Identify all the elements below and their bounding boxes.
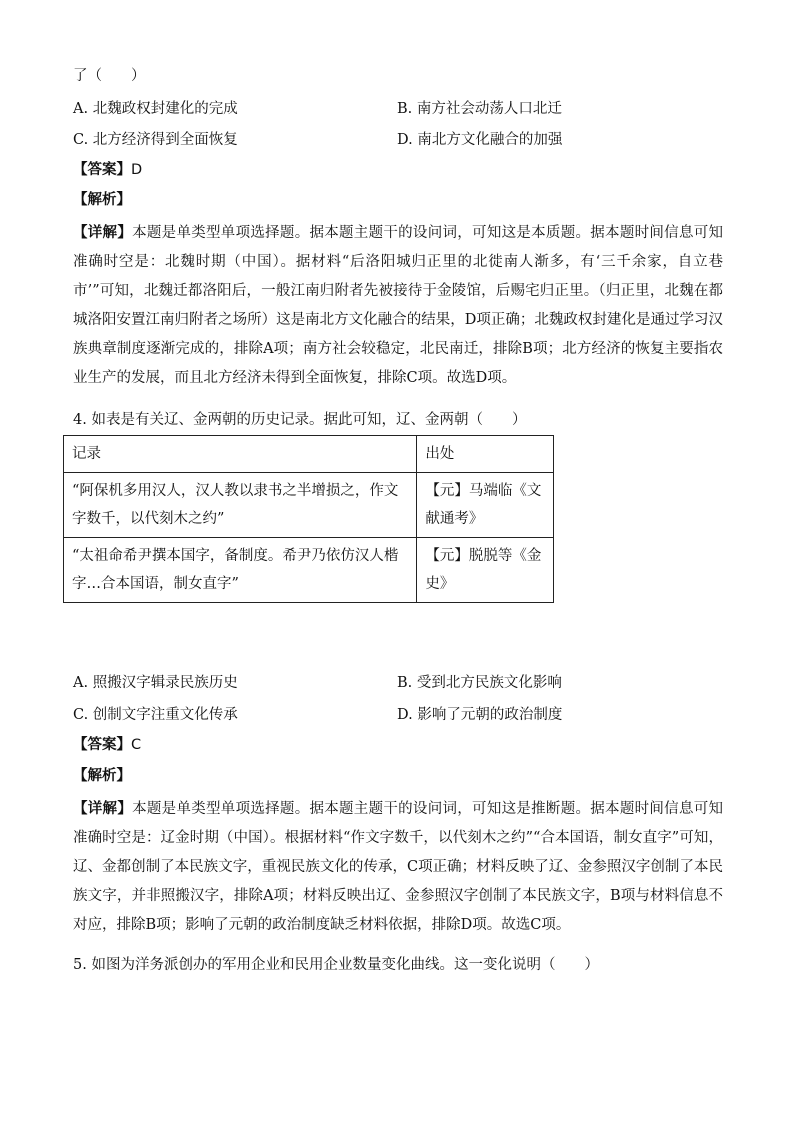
answer-value: C bbox=[131, 737, 142, 753]
q4-answer bbox=[73, 735, 141, 755]
q4-option-c: C. 创制文字注重文化传承 bbox=[73, 707, 238, 723]
table-cell: 【元】脱脱等《金史》 bbox=[417, 538, 554, 603]
q3-option-c: C. 北方经济得到全面恢复 bbox=[73, 132, 238, 148]
q3-option-a: A. 北魏政权封建化的完成 bbox=[73, 101, 238, 117]
q4-option-a: A. 照搬汉字辑录民族历史 bbox=[73, 675, 238, 691]
answer-tag: 【答案】 bbox=[73, 161, 131, 178]
records-table bbox=[63, 435, 554, 603]
table-header-cell: 出处 bbox=[417, 436, 554, 473]
q3-stem-tail: 了（ ） bbox=[73, 68, 146, 84]
table-header-cell: 记录 bbox=[64, 436, 417, 473]
analysis-tag: 【解析】 bbox=[73, 191, 131, 208]
table-cell: “太祖命希尹撰本国字，备制度。希尹乃依仿汉人楷字…合本国语，制女直字” bbox=[64, 538, 417, 603]
q4-detail bbox=[73, 794, 723, 940]
q5-stem: 5. 如图为洋务派创办的军用企业和民用企业数量变化曲线。这一变化说明（ ） bbox=[73, 957, 599, 973]
q3-option-d: D. 南北方文化融合的加强 bbox=[397, 132, 563, 148]
q3-analysis-tag bbox=[73, 190, 131, 210]
table-row bbox=[64, 473, 554, 538]
q4-analysis-tag bbox=[73, 766, 131, 786]
q3-detail bbox=[73, 218, 723, 393]
table-header-row bbox=[64, 436, 554, 473]
q4-option-d: D. 影响了元朝的政治制度 bbox=[397, 707, 563, 723]
table-cell: “阿保机多用汉人，汉人教以隶书之半增损之，作文字数千，以代刻木之约” bbox=[64, 473, 417, 538]
detail-tag: 【详解】 bbox=[73, 224, 133, 241]
q4-stem: 4. 如表是有关辽、金两朝的历史记录。据此可知，辽、金两朝（ ） bbox=[73, 412, 527, 428]
q3-option-b: B. 南方社会动荡人口北迁 bbox=[397, 101, 562, 117]
q3-answer bbox=[73, 160, 142, 180]
answer-value: D bbox=[131, 162, 143, 178]
table-cell: 【元】马端临《文献通考》 bbox=[417, 473, 554, 538]
detail-text: 本题是单类型单项选择题。据本题主题干的设问词，可知这是本质题。据本题时间信息可知准确时空是：北魏时期（中国）。据材料“后洛阳城归正里的北徙南人渐多，有‘三千余家，自立巷市’”可知，北魏迁都洛阳后，一般江南归附者先被接待于金陵馆，后赐宅归正里。（归正里，北魏在都城洛阳安置江南归附者之场所）这是南北方文化融合的结果，D项正确；北魏政权封建化是通过学习汉族典章制度逐渐完成的，排除A项；南方社会较稳定，北民南迁，排除B项；北方经济的恢复主要指农业生产的发展，而且北方经济未得到全面恢复，排除C项。故选D项。 bbox=[73, 225, 724, 386]
analysis-tag: 【解析】 bbox=[73, 767, 131, 784]
answer-tag: 【答案】 bbox=[73, 736, 131, 753]
detail-tag: 【详解】 bbox=[73, 800, 133, 817]
table-row bbox=[64, 538, 554, 603]
detail-text: 本题是单类型单项选择题。据本题主题干的设问词，可知这是推断题。据本题时间信息可知准确时空是：辽金时期（中国）。根据材料“作文字数千，以代刻木之约”“合本国语，制女直字”可知，辽、金都创制了本民族文字，重视民族文化的传承，C项正确；材料反映了辽、金参照汉字创制了本民族文字，并非照搬汉字，排除A项；材料反映出辽、金参照汉字创制了本民族文字，B项与材料信息不对应，排除B项；影响了元朝的政治制度缺乏材料依据，排除D项。故选C项。 bbox=[73, 801, 724, 933]
q4-option-b: B. 受到北方民族文化影响 bbox=[397, 675, 562, 691]
